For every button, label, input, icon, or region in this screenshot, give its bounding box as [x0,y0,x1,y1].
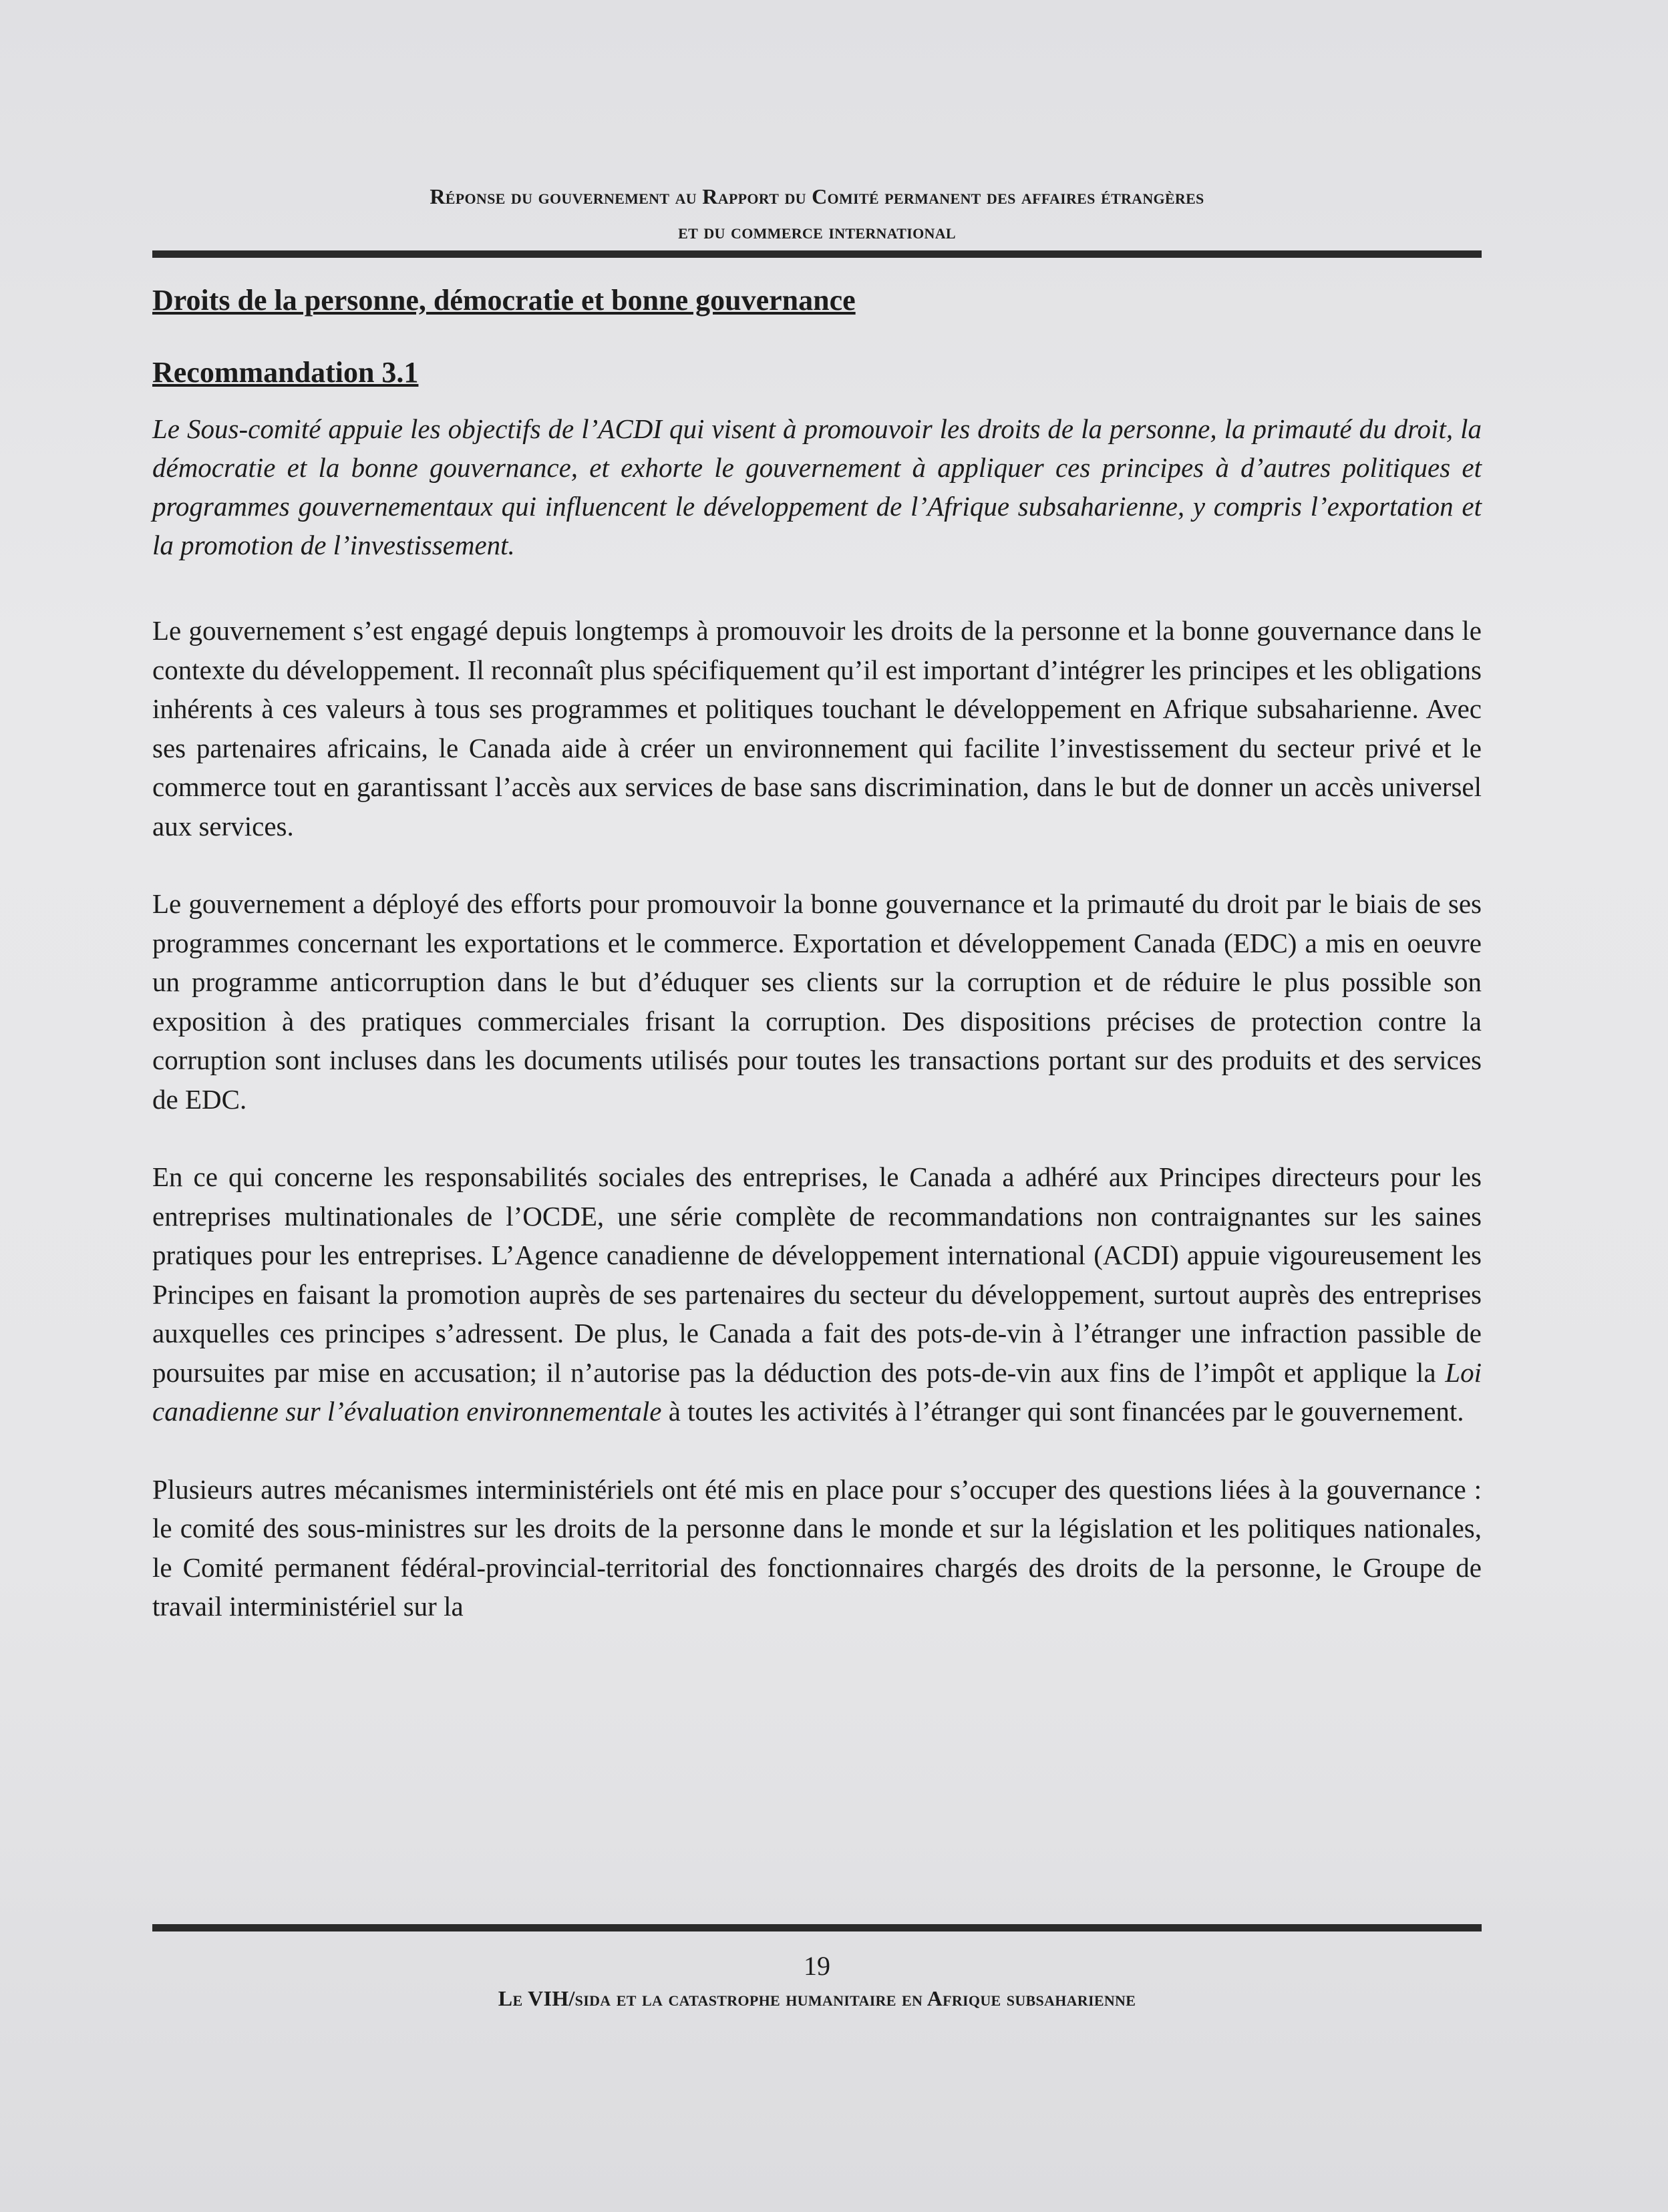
paragraph-1: Le gouvernement s’est engagé depuis longtemps à promouvoir les droits de la personne et la bonne gouvernance dans le contexte du développement. Il reconnaît plus spécifiquement qu’il est important d’intégrer les principes et les obligations inhérents à ces valeurs à tous ses programmes et politiques touchant le développement en Afrique subsaharienne. Avec ses partenaires africains, le Canada aide à créer un environnement qui facilite l’investissement du secteur privé et le commerce tout en garantissant l’accès aux services de base sans discrimination, dans le but de donner un accès universel aux services. [152,615,1482,842]
section-title: Droits de la personne, démocratie et bonne gouvernance [152,284,856,317]
running-header-line-1: Réponse du gouvernement au Rapport du Comité permanent des affaires étrangères [430,184,1204,208]
running-header [152,179,1482,248]
page-body [152,277,1482,1626]
paragraph-3-text-after: à toutes les activités à l’étranger qui sont financées par le gouvernement. [661,1396,1464,1427]
running-footer: Le VIH/sida et la catastrophe humanitaire en Afrique subsaharienne [498,1986,1136,2010]
page-number: 19 [804,1951,830,1981]
law-title: Loi canadienne sur l’évaluation environnementale [152,1356,1482,1427]
recommendation-text: Le Sous-comité appuie les objectifs de l’ACDI qui visent à promouvoir les droits de la personne, la primauté du droit, la démocratie et la bonne gouvernance, et exhorte le gouvernement à appliquer ces principes à d’autres politiques et programmes gouvernementaux qui influencent le développement de l’Afrique subsaharienne, y compris l’exportation et la promotion de l’investissement. [152,413,1482,560]
recommendation-title: Recommandation 3.1 [152,356,419,389]
footer-rule [152,1924,1482,1931]
running-header-line-2: et du commerce international [678,219,956,243]
header-rule [152,250,1482,258]
paragraph-2: Le gouvernement a déployé des efforts pour promouvoir la bonne gouvernance et la primauté du droit par le biais de ses programmes concernant les exportations et le commerce. Exportation et développement Canada (EDC) a mis en oeuvre un programme anticorruption dans le but d’éduquer ses clients sur la corruption et de réduire le plus possible son exposition à des pratiques commerciales frisant la corruption. Des dispositions précises de protection contre la corruption sont incluses dans les documents utilisés pour toutes les transactions portant sur des produits et des services de EDC. [152,888,1482,1115]
paragraph-3-text-before: En ce qui concerne les responsabilités sociales des entreprises, le Canada a adhéré aux Principes directeurs pour les entreprises multinationales de l’OCDE, une série complète de recommandations non contraignantes sur les saines pratiques pour les entreprises. L’Agence canadienne de développement international (ACDI) appuie vigoureusement les Principes en faisant la promotion auprès de ses partenaires du secteur du développement, surtout auprès des entreprises auxquelles ces principes s’adressent. De plus, le Canada a fait des pots-de-vin à l’étranger une infraction passible de poursuites par mise en accusation; il n’autorise pas la déduction des pots-de-vin aux fins de l’impôt et applique la [152,1161,1482,1388]
paragraph-3 [152,1157,1482,1431]
paragraph-4: Plusieurs autres mécanismes interministériels ont été mis en place pour s’occuper des questions liées à la gouvernance : le comité des sous-ministres sur les droits de la personne dans le monde et sur la législation et les politiques nationales, le Comité permanent fédéral-provincial-territorial des fonctionnaires chargés des droits de la personne, le Groupe de travail interministériel sur la [152,1473,1482,1622]
